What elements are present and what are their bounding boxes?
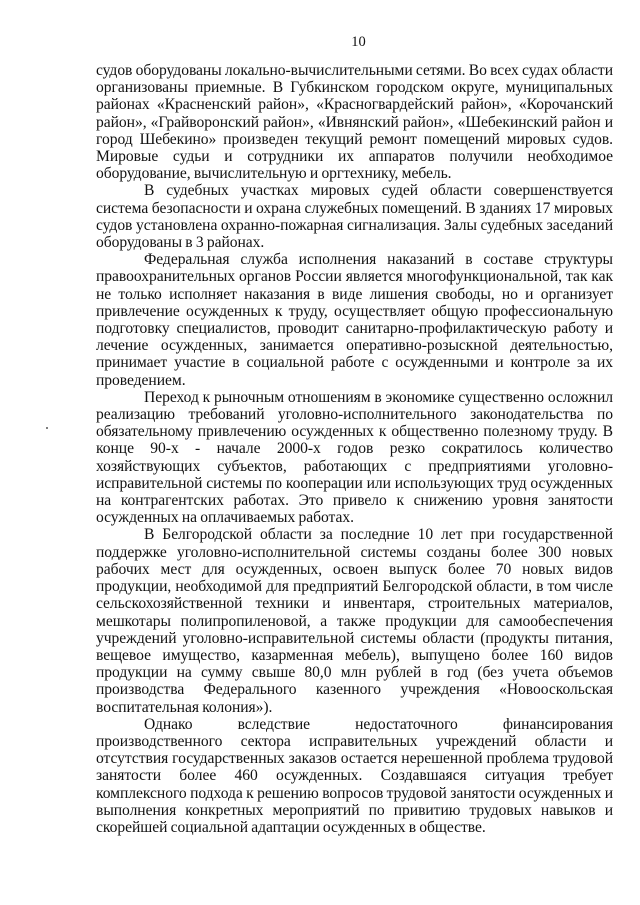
paragraph-courts-security: В судебных участках мировых судей области совершенствуется система безопасности и охрана служебных помещений. В зданиях 17 мировых судов установлена охранно-пожарная сигнализация. Залы судебных заседаний оборудованы в 3 районах. xyxy=(96,182,613,252)
paragraph-belgorod-jobs: В Белгородской области за последние 10 лет при государственной поддержке уголовно-исполнительной системы созданы более 300 новых рабочих мест для осужденных, освоен выпуск более 70 новых видов продукции, необходимой для предприятий Белгородской области, в том числе сельскохозяйственной техники и инвентаря, строительных материалов, мешкотары полипропиленовой, а также продукции для самообеспечения учреждений уголовно-исправительной системы области (продукты питания, вещевое имущество, казарменная мебель), выпущено более 160 видов продукции на сумму свыше 80,0 млн рублей в год (без учета объемов производства Федерального казенного учреждения «Новооскольская воспитательная колония»). xyxy=(96,526,613,716)
page-number: 10 xyxy=(351,34,366,50)
paragraph-employment-problem: Однако вследствие недостаточного финансирования производственного сектора исправительных учреждений области и отсутствия государственных заказов остается нерешенной проблема трудовой занятости более 460 осужденных. Создавшаяся ситуация требует комплексного подхода к решению вопросов трудовой занятости осужденных и выполнения конкретных мероприятий по привитию трудовых навыков и скорейшей социальной адаптации осужденных в обществе. xyxy=(96,715,613,836)
scan-speck xyxy=(46,427,48,429)
paragraph-market-transition: Переход к рыночным отношениям в экономике существенно осложнил реализацию требований уголовно-исполнительного законодательства по обязательному привлечению осужденных к общественно полезному труду. В конце 90-х - начале 2000-х годов резко сократилось количество хозяйствующих субъектов, работающих с предприятиями уголовно-исправительной системы по кооперации или использующих труд осужденных на контрагентских работах. Это привело к снижению уровня занятости осужденных на оплачиваемых работах. xyxy=(96,388,613,527)
paragraph-penitentiary-service: Федеральная служба исполнения наказаний в составе структуры правоохранительных органов России является многофункциональной, так как не только исполняет наказания в виде лишения свободы, но и организует привлечение осужденных к труду, осуществляет общую профессиональную подготовку специалистов, проводит санитарно-профилактическую работу и лечение осужденных, занимается оперативно-розыскной деятельностью, принимает участие в социальной работе с осужденными и контроле за их проведением. xyxy=(96,251,613,389)
paragraph-courts-equipment: судов оборудованы локально-вычислительными сетями. Во всех судах области организованы приемные. В Губкинском городском округе, муниципальных районах «Красненский район», «Красногвардейский район», «Корочанский район», «Грайворонский район», «Ивнянский район», «Шебекинский район и город Шебекино» произведен текущий ремонт помещений мировых судов. Мировые судьи и сотрудники их аппаратов получили необходимое оборудование, вычислительную и оргтехнику, мебель. xyxy=(96,62,613,183)
